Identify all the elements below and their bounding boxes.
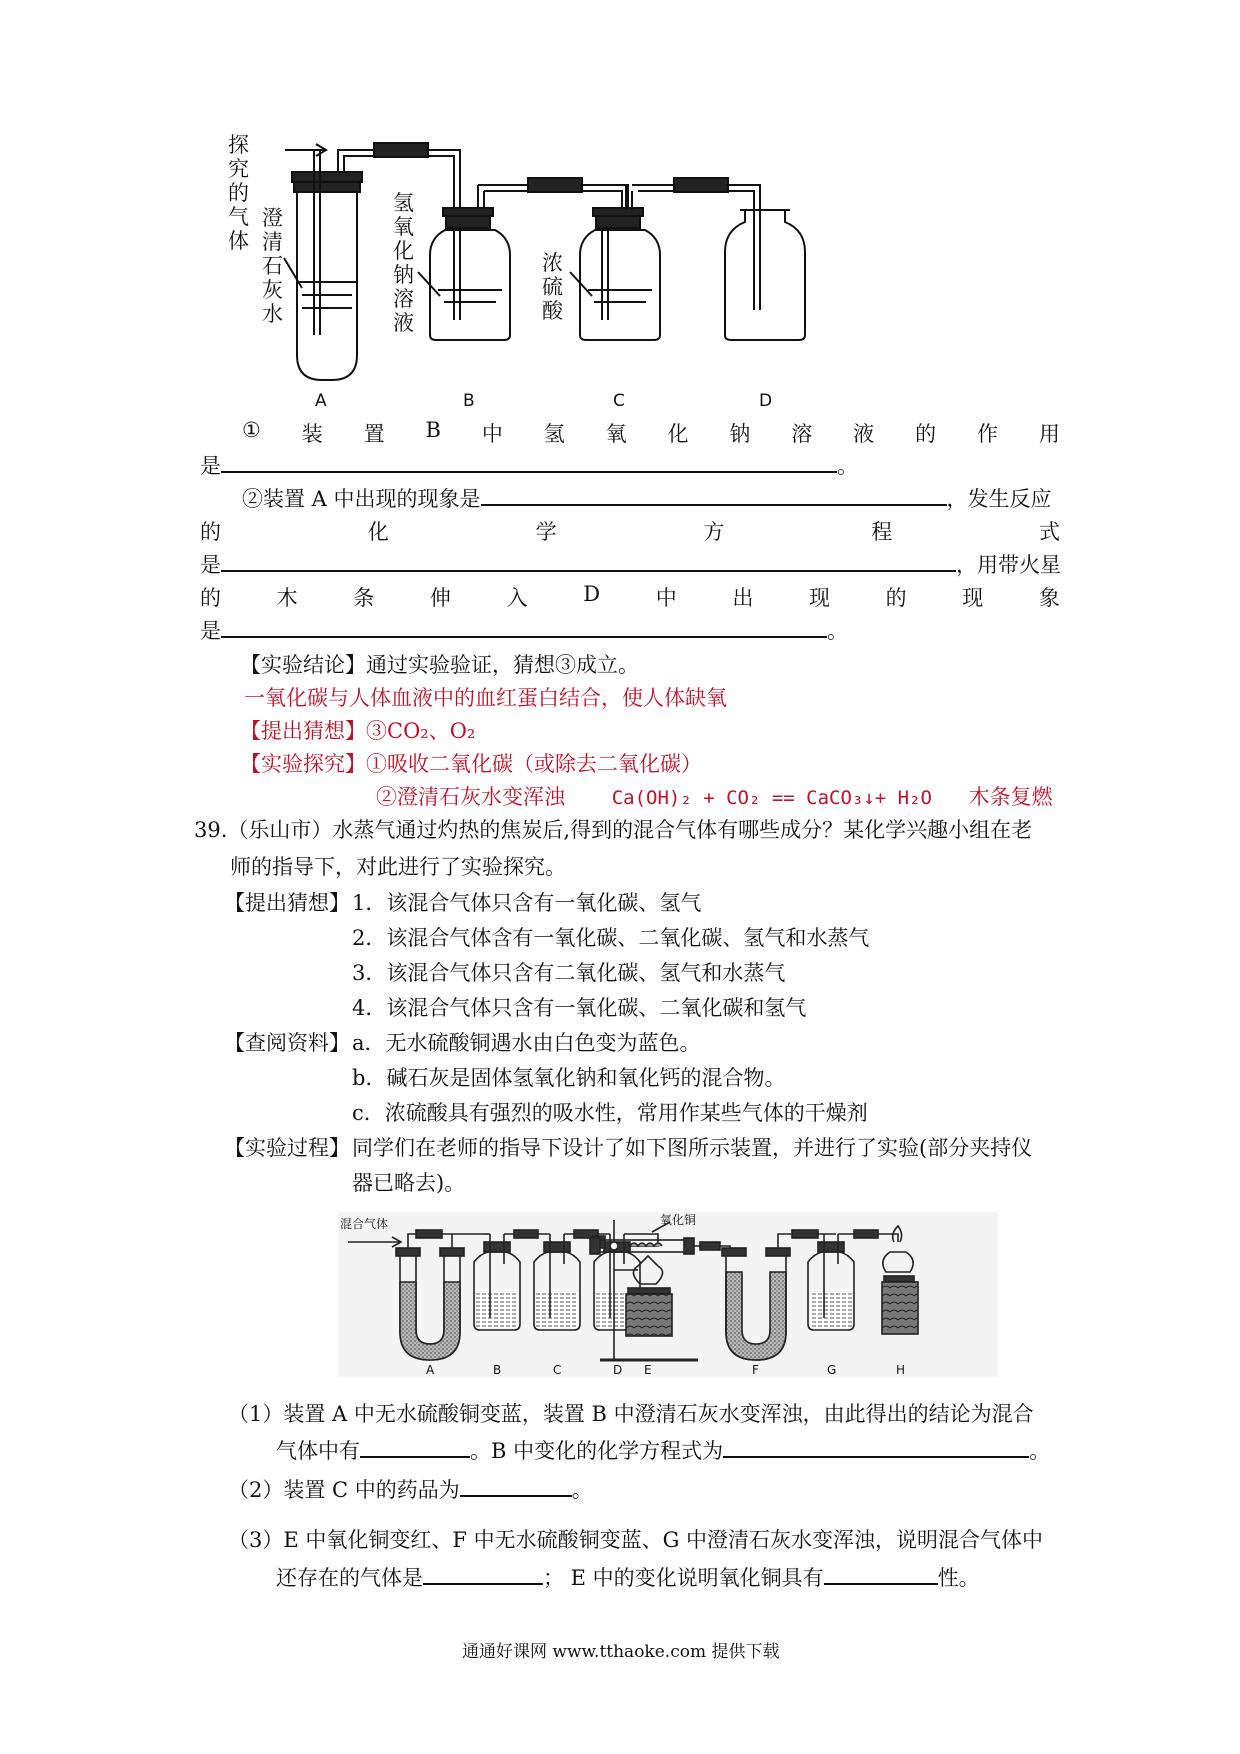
process-label: 【实验过程】: [224, 1136, 350, 1160]
guess-item: 1．该混合气体只含有一氧化碳、氢气: [352, 891, 702, 915]
guess-item: 4．该混合气体只含有一氧化碳、二氧化碳和氢气: [352, 996, 807, 1020]
question-2-line-1: ②装置 A 中出现的现象是 ，发生反应: [242, 483, 1052, 513]
fig2-letter: H: [896, 1363, 906, 1377]
fig1-letter: A: [315, 391, 327, 411]
question-2-line-4: 的 木 条 伸 入 D 中 出 现 的 现 象: [200, 582, 1060, 610]
question-1-line-2: 是 。: [200, 450, 858, 480]
answer-blank[interactable]: [221, 616, 827, 638]
info-item: a．无水硫酸铜遇水由白色变为蓝色。: [352, 1031, 701, 1055]
info-label: 【查阅资料】: [224, 1031, 350, 1055]
fig2-cuo-label: 氧化铜: [660, 1213, 697, 1227]
answer-blank[interactable]: [360, 1436, 470, 1458]
fig2-letter: B: [493, 1363, 502, 1377]
answer-blank[interactable]: [221, 451, 837, 473]
fig2-letter: F: [752, 1363, 759, 1377]
answer-blank[interactable]: [824, 1563, 938, 1585]
process-text-2: 器已略去)。: [352, 1171, 466, 1195]
guess-item: 2．该混合气体含有一氧化碳、二氧化碳、氢气和水蒸气: [352, 926, 870, 950]
fig2-letter: G: [827, 1363, 837, 1377]
fig1-letter: B: [463, 391, 475, 411]
experiment-conclusion: 【实验结论】通过实验验证，猜想③成立。: [240, 653, 639, 677]
answer-blank[interactable]: [221, 550, 956, 572]
fig1-letter: D: [759, 391, 773, 411]
apparatus-figure-2: [338, 1212, 998, 1377]
q39-intro-line-1: 39.（乐山市）水蒸气通过灼热的焦炭后,得到的混合气体有哪些成分？某化学兴趣小组在老: [194, 818, 1033, 842]
fig1-label-b-reagent: 氢氧化钠溶液: [393, 191, 414, 335]
fig2-letter: D: [613, 1363, 623, 1377]
process-text-1: 同学们在老师的指导下设计了如下图所示装置，并进行了实验(部分夹持仪: [352, 1136, 1033, 1160]
info-item: b．碱石灰是固体氢氧化钠和氧化钙的混合物。: [352, 1066, 786, 1090]
fig2-gas-label: 混合气体: [340, 1217, 389, 1231]
question-2-line-3: 是 ，用带火星: [200, 549, 1061, 579]
sub-question-1-line-1: （1）装置 A 中无水硫酸铜变蓝，装置 B 中澄清石灰水变浑浊，由此得出的结论为混合: [228, 1402, 1034, 1426]
fig1-label-c-reagent: 浓硫酸: [542, 251, 563, 323]
sub-question-2: （2）装置 C 中的药品为 。: [228, 1474, 593, 1504]
info-item: c．浓硫酸具有强烈的吸水性，常用作某些气体的干燥剂: [352, 1101, 868, 1125]
answer-blank[interactable]: [481, 484, 947, 506]
page-footer: 通通好课网 www.tthaoke.com 提供下载: [462, 1642, 780, 1662]
answer-line-2: 【提出猜想】③CO₂、O₂: [240, 719, 476, 743]
sub-question-1-line-2: 气体中有 。B 中变化的化学方程式为 。: [276, 1435, 1050, 1465]
apparatus-figure-1: [228, 130, 920, 415]
guess-label: 【提出猜想】: [224, 891, 350, 915]
fig1-gas-label: 探究的气体: [228, 133, 249, 253]
fig2-letter: A: [426, 1363, 435, 1377]
answer-line-3: 【实验探究】①吸收二氧化碳（或除去二氧化碳）: [240, 752, 702, 776]
question-2-line-5: 是 。: [200, 615, 848, 645]
q39-intro-line-2: 师的指导下，对此进行了实验探究。: [230, 855, 566, 879]
question-2-line-2: 的 化 学 方 程 式: [200, 520, 1060, 544]
answer-blank[interactable]: [723, 1436, 1029, 1458]
answer-line-4: ②澄清石灰水变浑浊 Ca(OH)₂ + CO₂ == CaCO₃↓+ H₂O 木条复燃: [376, 785, 1053, 809]
answer-line-1: 一氧化碳与人体血液中的血红蛋白结合，使人体缺氧: [244, 686, 727, 710]
fig2-letter: E: [644, 1363, 652, 1377]
fig2-letter: C: [553, 1363, 562, 1377]
fig1-letter: C: [613, 391, 625, 411]
answer-blank[interactable]: [423, 1563, 543, 1585]
guess-item: 3．该混合气体只含有二氧化碳、氢气和水蒸气: [352, 961, 786, 985]
question-1-line-1: ① 装 置 B 中 氢 氧 化 钠 溶 液 的 作 用: [242, 418, 1060, 446]
sub-question-3-line-2: 还存在的气体是 ； E 中的变化说明氧化铜具有 性。: [276, 1562, 980, 1592]
sub-question-3-line-1: （3）E 中氧化铜变红、F 中无水硫酸铜变蓝、G 中澄清石灰水变浑浊，说明混合气体中: [228, 1528, 1044, 1552]
fig1-label-a-reagent: 澄清石灰水: [262, 206, 283, 326]
answer-blank[interactable]: [460, 1475, 572, 1497]
